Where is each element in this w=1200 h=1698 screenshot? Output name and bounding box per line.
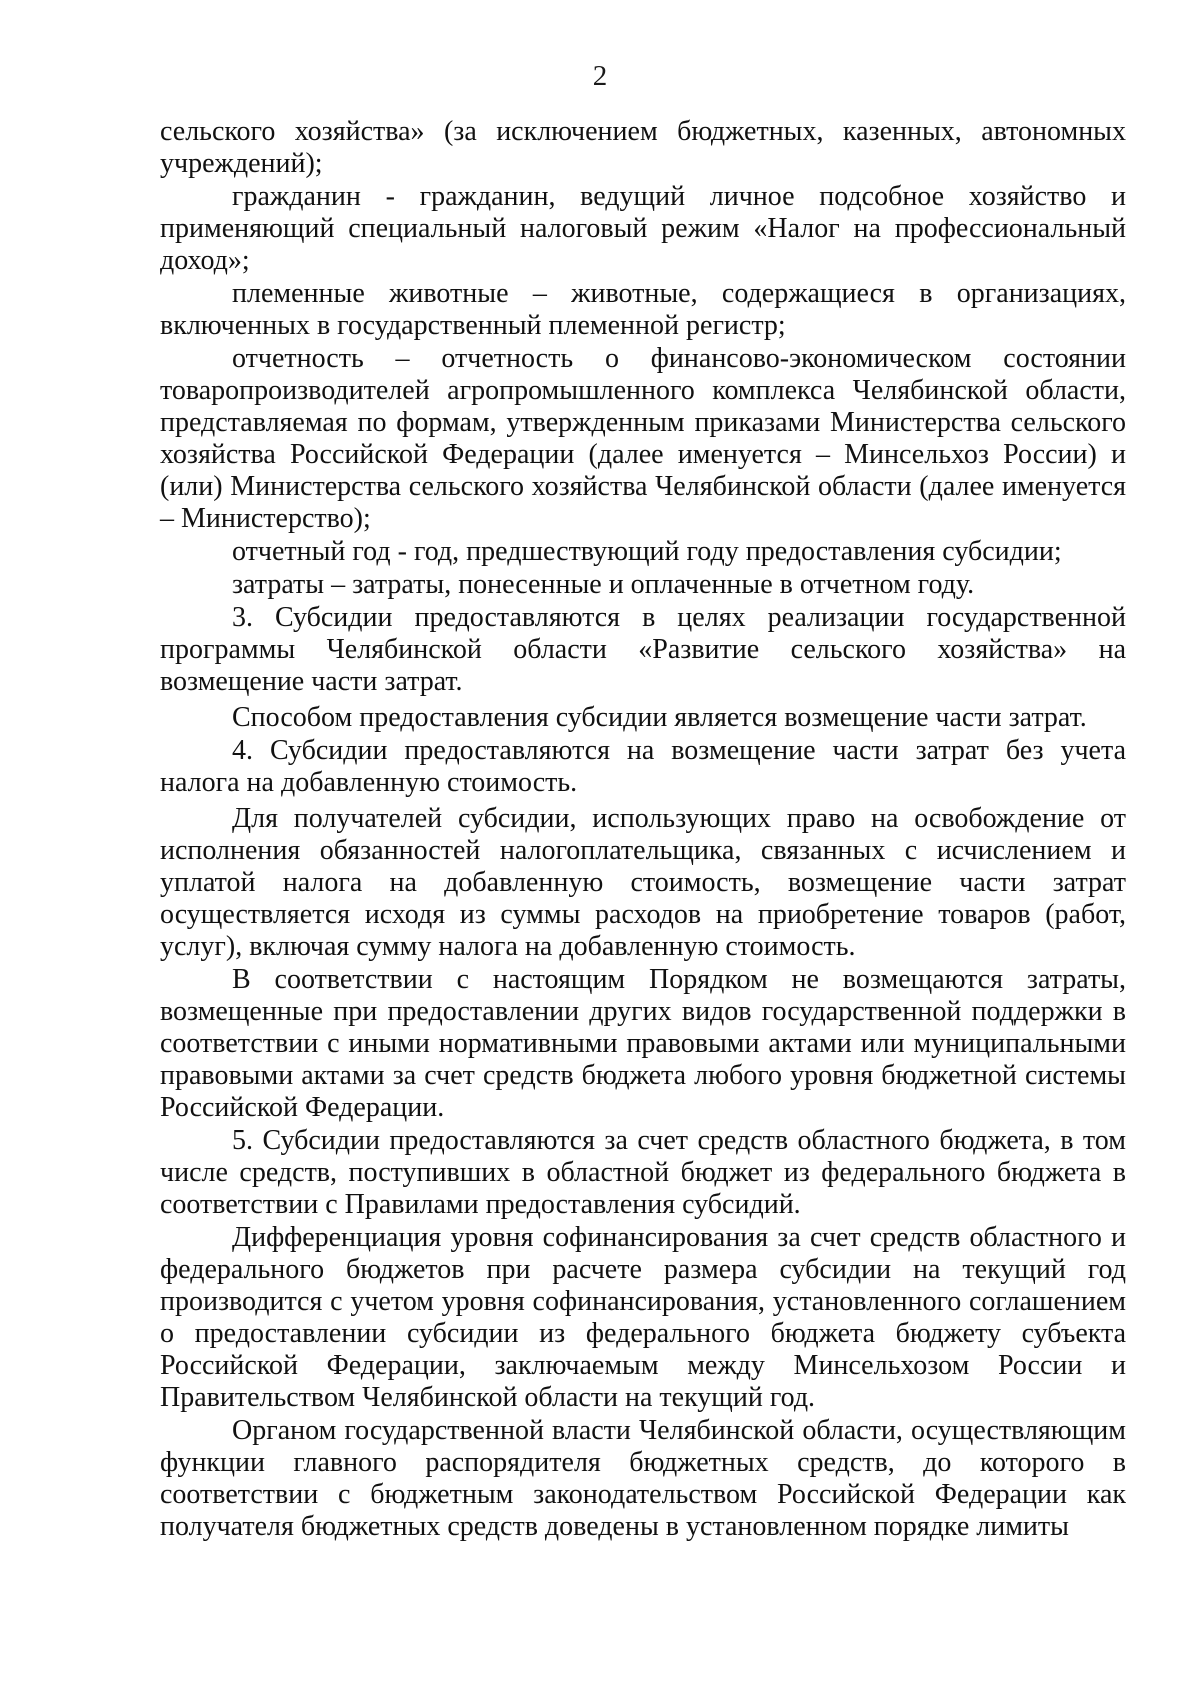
paragraph-not-reimbursed: В соответствии с настоящим Порядком не возмещаются затраты, возмещенные при предоставлении других видов государственной поддержки в соответствии с иными нормативными правовыми актами или муниципальными правовыми актами за счет средств бюджета любого уровня бюджетной системы Российской Федерации. — [160, 964, 1126, 1123]
paragraph-definition-breeding-animals: племенные животные – животные, содержащиеся в организациях, включенных в государственный племенной регистр; — [160, 278, 1126, 341]
paragraph-item-5: 5. Субсидии предоставляются за счет средств областного бюджета, в том числе средств, поступивших в областной бюджет из федерального бюджета в соответствии с Правилами предоставления субсидий. — [160, 1125, 1126, 1220]
page-number: 2 — [592, 60, 608, 92]
paragraph-continuation: сельского хозяйства» (за исключением бюджетных, казенных, автономных учреждений); — [160, 116, 1126, 179]
paragraph-item-4: 4. Субсидии предоставляются на возмещение части затрат без учета налога на добавленную стоимость. — [160, 735, 1126, 798]
paragraph-item-3: 3. Субсидии предоставляются в целях реализации государственной программы Челябинской области «Развитие сельского хозяйства» на возмещение части затрат. — [160, 602, 1126, 697]
paragraph-method: Способом предоставления субсидии является возмещение части затрат. — [232, 702, 1087, 733]
paragraph-definition-costs: затраты – затраты, понесенные и оплаченные в отчетном году. — [232, 569, 975, 600]
paragraph-cofinancing: Дифференциация уровня софинансирования за счет средств областного и федерального бюджетов при расчете размера субсидии на текущий год производится с учетом уровня софинансирования, установленного соглашением о предоставлении субсидии из федерального бюджета бюджету субъекта Российской Федерации, заключаемым между Минсельхозом России и Правительством Челябинской области на текущий год. — [160, 1222, 1126, 1413]
paragraph-vat-exempt: Для получателей субсидии, использующих право на освобождение от исполнения обязанностей налогоплательщика, связанных с исчислением и уплатой налога на добавленную стоимость, возмещение части затрат осуществляется исходя из суммы расходов на приобретение товаров (работ, услуг), включая сумму налога на добавленную стоимость. — [160, 803, 1126, 962]
paragraph-definition-citizen: гражданин - гражданин, ведущий личное подсобное хозяйство и применяющий специальный налоговый режим «Налог на профессиональный доход»; — [160, 181, 1126, 276]
document-body — [160, 116, 1126, 1544]
paragraph-definition-reporting: отчетность – отчетность о финансово-экономическом состоянии товаропроизводителей агропромышленного комплекса Челябинской области, представляемая по формам, утвержденным приказами Министерства сельского хозяйства Российской Федерации (далее именуется – Минсельхоз России) и (или) Министерства сельского хозяйства Челябинской области (далее именуется – Министерство); — [160, 343, 1126, 534]
paragraph-authority: Органом государственной власти Челябинской области, осуществляющим функции главного распорядителя бюджетных средств, до которого в соответствии с бюджетным законодательством Российской Федерации как получателя бюджетных средств доведены в установленном порядке лимиты — [160, 1415, 1126, 1542]
paragraph-definition-reporting-year: отчетный год - год, предшествующий году предоставления субсидии; — [232, 536, 1062, 567]
